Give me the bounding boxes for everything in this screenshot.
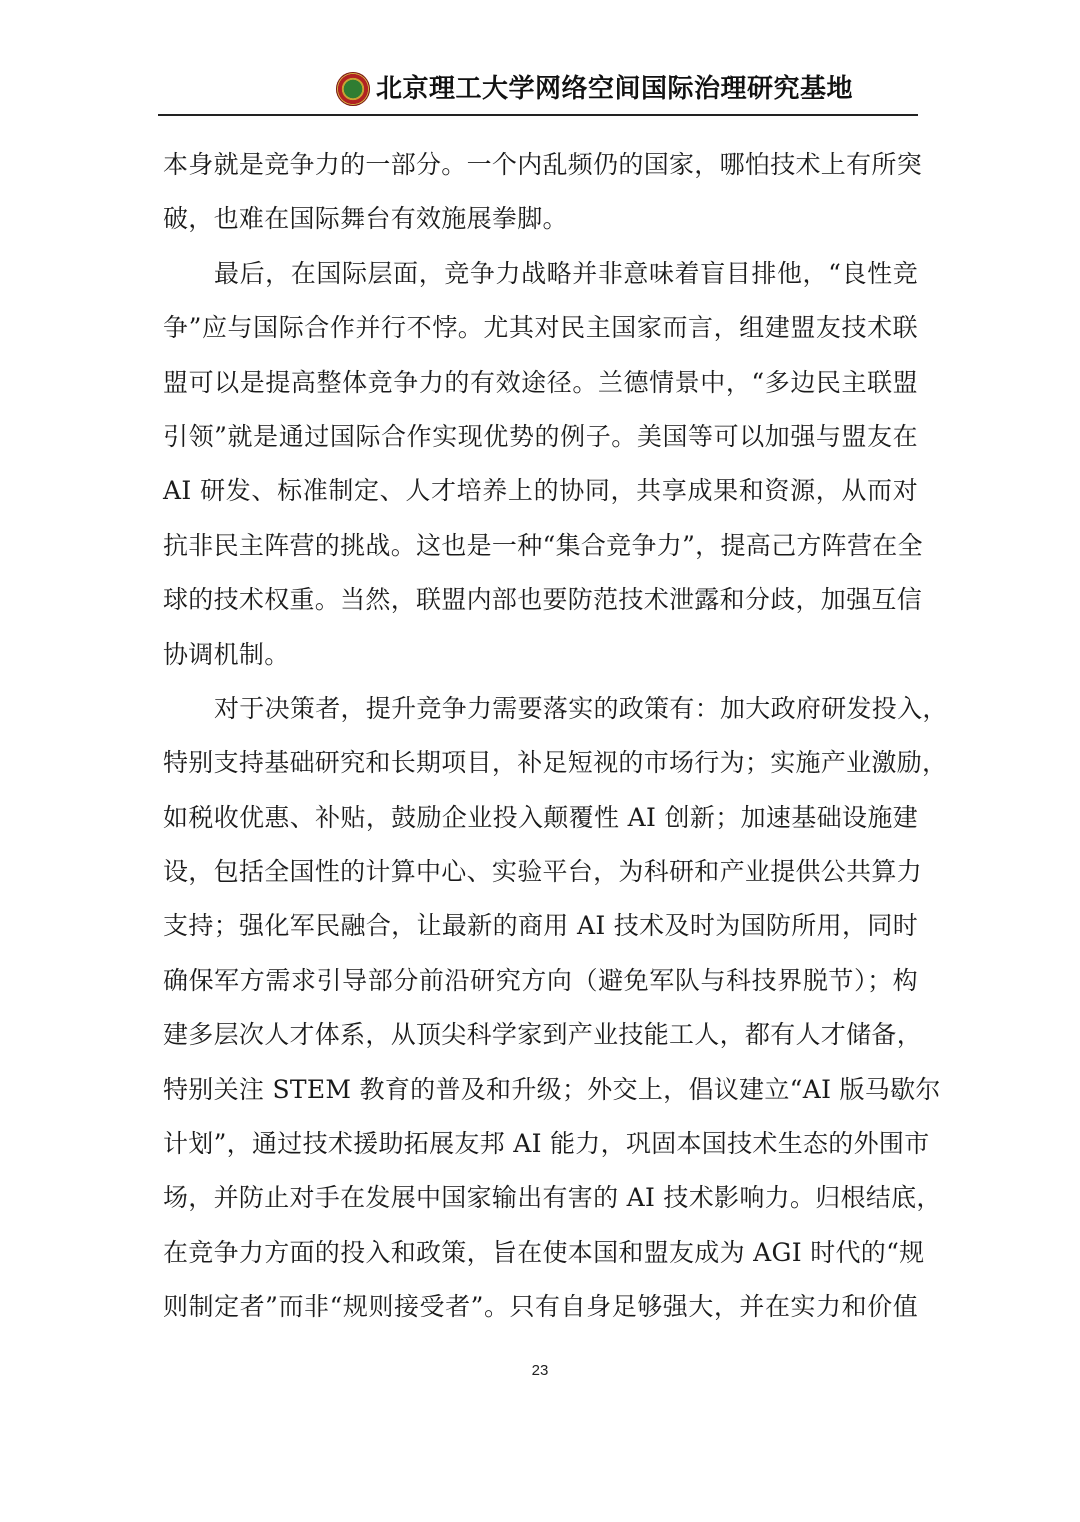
text-line: 争”应与国际合作并行不悖。尤其对民主国家而言，组建盟友技术联 bbox=[163, 313, 918, 343]
text-line: 特别支持基础研究和长期项目，补足短视的市场行为；实施产业激励， bbox=[163, 748, 948, 778]
page-number: 23 bbox=[531, 1362, 549, 1379]
text-line: 特别关注 STEM 教育的普及和升级；外交上，倡议建立“AI 版马歇尔 bbox=[163, 1074, 941, 1104]
body-text bbox=[163, 138, 948, 1335]
header-divider bbox=[158, 114, 918, 116]
text-line: 引领”就是通过国际合作实现优势的例子。美国等可以加强与盟友在 bbox=[163, 421, 918, 451]
text-line: 抗非民主阵营的挑战。这也是一种“集合竞争力”，提高己方阵营在全 bbox=[163, 530, 923, 560]
text-line: 对于决策者，提升竞争力需要落实的政策有：加大政府研发投入， bbox=[214, 693, 948, 723]
text-line: 破，也难在国际舞台有效施展拳脚。 bbox=[163, 204, 568, 234]
text-line: 如税收优惠、补贴，鼓励企业投入颠覆性 AI 创新；加速基础设施建 bbox=[163, 802, 918, 832]
text-line: 球的技术权重。当然，联盟内部也要防范技术泄露和分歧，加强互信 bbox=[163, 585, 923, 615]
header-title: 北京理工大学网络空间国际治理研究基地 bbox=[376, 74, 854, 104]
text-line: 计划”，通过技术援助拓展友邦 AI 能力，巩固本国技术生态的外围市 bbox=[163, 1129, 930, 1159]
text-line: AI 研发、标准制定、人才培养上的协同，共享成果和资源，从而对 bbox=[163, 476, 918, 506]
text-line: 建多层次人才体系，从顶尖科学家到产业技能工人，都有人才储备， bbox=[163, 1020, 923, 1050]
text-line: 在竞争力方面的投入和政策，旨在使本国和盟友成为 AGI 时代的“规 bbox=[163, 1237, 925, 1267]
text-line: 本身就是竞争力的一部分。一个内乱频仍的国家，哪怕技术上有所突 bbox=[163, 150, 923, 179]
text-line: 确保军方需求引导部分前沿研究方向（避免军队与科技界脱节）；构 bbox=[163, 965, 918, 995]
text-line: 设，包括全国性的计算中心、实验平台，为科研和产业提供公共算力 bbox=[163, 857, 923, 887]
university-seal-icon bbox=[336, 72, 370, 106]
text-line: 则制定者”而非“规则接受者”。只有自身足够强大，并在实力和价值 bbox=[163, 1292, 918, 1322]
page-header bbox=[158, 70, 918, 116]
text-line: 支持；强化军民融合，让最新的商用 AI 技术及时为国防所用，同时 bbox=[163, 911, 918, 941]
text-line: 协调机制。 bbox=[163, 639, 290, 669]
text-line: 场，并防止对手在发展中国家输出有害的 AI 技术影响力。归根结底， bbox=[163, 1183, 942, 1213]
text-line: 盟可以是提高整体竞争力的有效途径。兰德情景中，“多边民主联盟 bbox=[163, 367, 918, 397]
text-line: 最后，在国际层面，竞争力战略并非意味着盲目排他，“良性竞 bbox=[214, 258, 918, 288]
